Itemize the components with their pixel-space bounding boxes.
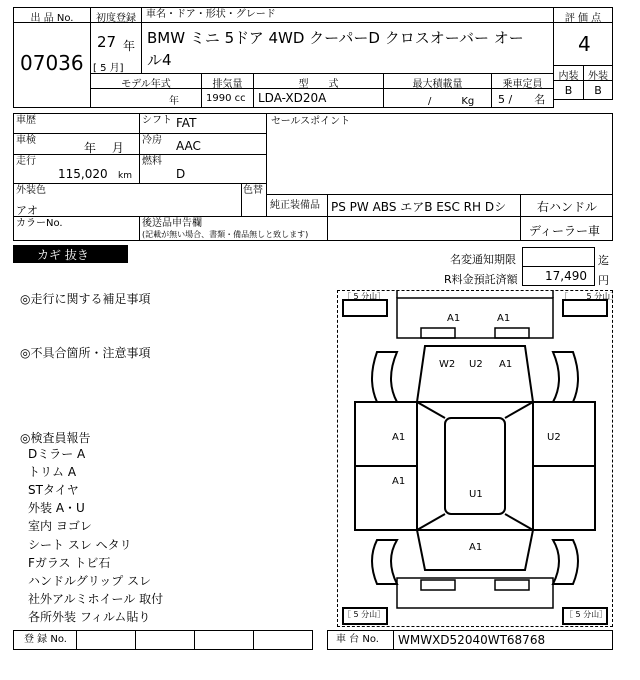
lot-label-cell [13,7,91,23]
equipment-label: 純正装備品 [270,200,320,211]
inspector-item: Dミラー A [28,447,86,461]
fuel-value: D [176,167,186,181]
front-fender-right [553,352,578,402]
exterior-color-label: 外装色 [16,185,46,196]
tire-rear-left-label: ［ 5 分山］ [343,610,386,619]
inspector-title: ◎検査員報告 [20,431,91,445]
history-cell [13,113,140,134]
reg-no-cell-1 [76,630,136,650]
car-name-label: 車名・ドア・形状・グレード [146,9,276,20]
color-no-label: カラーNo. [16,218,63,229]
model-year-unit: 年 [169,96,179,107]
model-year-cell [90,88,202,108]
cabin-outline [417,402,533,530]
recycle-label: R料金預託済額 [444,273,518,286]
max-load-label-cell [383,73,492,89]
reg-no-cell-4 [253,630,313,650]
lot-number: 07036 [20,51,84,75]
keys-label: カギ 抜き [37,248,89,262]
dealer-cell [520,216,613,241]
name-change-box [522,247,595,267]
reporting-label: 後送品申告欄 [142,218,202,229]
recycle-unit: 円 [598,274,609,287]
max-load-cell [383,88,492,108]
name-change-label: 名変通知期限 [450,253,516,266]
mark-hood-right: A1 [499,359,513,370]
exterior-label-cell [583,65,613,81]
first-reg-month: [ 5 月] [93,63,124,74]
lot-number-cell [13,22,91,108]
displacement-label-cell [201,73,254,89]
mark-front-bumper-right: A1 [497,313,511,324]
mark-windshield: W2 [439,359,456,370]
mileage-cell [13,154,140,184]
interior-grade-cell [553,80,584,100]
inspector-item: 室内 ヨゴレ [28,519,92,533]
defects-title: ◎不具合箇所・注意事項 [20,346,151,360]
dealer-value: ディーラー車 [529,224,601,238]
ac-label: 冷房 [142,135,162,146]
chassis-cell [393,630,613,650]
car-name-cell [141,22,554,74]
interior-grade: B [564,84,573,97]
car-name-line1: BMW ミニ 5ドア 4WD クーパーD クロスオーバー オー [147,29,524,47]
reg-no-cell-2 [135,630,195,650]
mark-roof: U1 [469,489,483,500]
keys-badge [13,245,128,263]
first-reg-cell [90,22,142,74]
sales-point-cell [266,113,613,195]
mark-roof-front: U2 [469,359,483,370]
lot-label: 出 品 No. [30,13,74,24]
score-value: 4 [578,32,591,56]
exterior-label: 外装 [588,71,608,82]
inspector-item: トリム A [28,465,77,479]
steering-value: 右ハンドル [537,200,598,214]
chassis-number: WMWXD52040WT68768 [398,633,546,647]
capacity-label: 乗車定員 [502,79,543,90]
first-reg-year-unit: 年 [123,39,136,53]
mark-left-front-door: A1 [392,432,406,443]
score-cell [553,22,613,66]
tire-front-left-label: ［ 5 分山］ [343,292,386,301]
rear-fender-left [372,540,397,584]
reg-no-label-cell [13,630,77,650]
type-value: LDA-XD20A [258,91,327,105]
exterior-color-cell [13,183,242,217]
shift-cell [139,113,267,134]
sales-point-label: セールスポイント [271,116,351,127]
mark-rear: A1 [469,542,483,553]
car-name-label-cell [141,7,554,23]
score-label: 評 価 点 [564,13,602,24]
mileage-value: 115,020 [58,167,108,181]
type-cell [253,88,384,108]
reporting-note: (記載が無い場合、書類・備品無しと致します) [142,230,309,239]
model-year-label-cell [90,73,202,89]
inspector-item: 各所外装 フィルム貼り [28,610,151,624]
first-reg-year: 27 [97,33,117,51]
first-reg-label: 初度登録 [96,13,136,24]
tire-front-right-icon [563,300,607,316]
color-change-cell [241,183,267,217]
driving-notes-title: ◎走行に関する補足事項 [20,292,151,306]
hood-outline [417,346,533,402]
exterior-color-value: アオ [16,204,38,217]
ac-value: AAC [176,139,201,153]
capacity-cell [491,88,554,108]
reg-no-label: 登 録 No. [24,634,67,645]
equipment-value: PS PW ABS エアB ESC RH Dシ [331,200,507,214]
color-change-label: 色替 [243,185,263,196]
rear-fender-right [553,540,578,584]
car-name-line2: ル4 [147,51,172,69]
interior-label-cell [553,65,584,81]
tire-front-right-label: ［ 5 分山］ [560,292,619,301]
inspection-label: 車検 [16,135,36,146]
color-no-cell [13,216,140,241]
tire-rear-right-label: ［ 5 分山］ [565,610,608,619]
history-label: 車歴 [16,115,36,126]
model-year-label: モデル年式 [121,79,171,90]
steering-cell [520,194,613,217]
inspector-item: 社外アルミホイール 取付 [28,592,164,606]
mileage-label: 走行 [16,156,36,167]
shift-value: FAT [176,116,197,130]
inspection-value: 年 月 [84,141,124,155]
recycle-value: 17,490 [545,269,587,283]
recycle-box [522,266,595,286]
equipment-label-cell [266,194,328,217]
fuel-cell [139,154,267,184]
reporting-cell [139,216,328,241]
score-label-cell [553,7,613,23]
inspection-cell [13,133,140,155]
chassis-label-cell [327,630,394,650]
inspector-item: STタイヤ [28,483,79,497]
capacity-label-cell [491,73,554,89]
max-load-value: / Kg [428,96,475,107]
ac-cell [139,133,267,155]
inspector-item: シート スレ ヘタリ [28,538,132,552]
first-reg-label-cell [90,7,142,23]
capacity-value: 5 / 名 [498,93,546,106]
max-load-label: 最大積載量 [412,79,463,90]
shift-label: シフト [142,115,172,126]
inspector-item: 外装 A・U [28,501,85,515]
fuel-label: 燃料 [142,156,162,167]
equipment-cell [327,194,521,217]
displacement-label: 排気量 [212,79,243,90]
name-change-unit: 迄 [598,254,609,267]
displacement-cell [201,88,254,108]
exterior-grade-cell [583,80,613,100]
type-label: 型 式 [298,79,339,90]
mark-front-bumper-left: A1 [447,313,461,324]
type-label-cell [253,73,384,89]
mileage-unit: km [118,171,132,181]
chassis-label: 車 台 No. [336,634,379,645]
mark-left-rear: A1 [392,476,406,487]
interior-label: 内装 [558,71,579,82]
front-fender-left [372,352,397,402]
inspector-item: ハンドルグリップ スレ [28,574,152,588]
inspector-item: Fガラス トビ石 [28,556,111,570]
reg-no-cell-3 [194,630,254,650]
reporting-blank-cell [327,216,521,241]
car-diagram [337,290,613,627]
displacement-value: 1990 cc [206,93,246,104]
tire-front-left-icon [343,300,387,316]
exterior-grade: B [594,84,602,97]
mark-right-front-door: U2 [547,432,561,443]
